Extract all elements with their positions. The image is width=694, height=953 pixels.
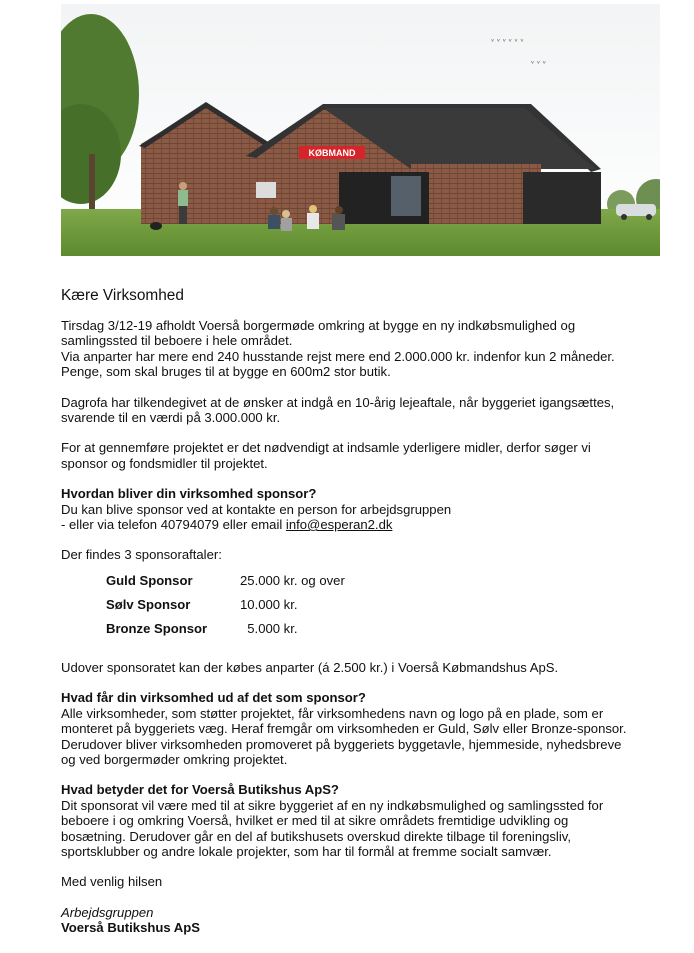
text-line: monteret på byggeriets væg. Heraf fremgår om virksomheden er Guld, Sølv eller Bronze-sponsor. <box>61 721 627 737</box>
sponsor-name: Bronze Sponsor <box>106 620 208 636</box>
text-line: samlingssted til beboere i hele området. <box>61 333 293 349</box>
letter-body <box>61 287 661 936</box>
sponsor-amount: 5.000 kr. <box>240 620 298 636</box>
text-line: Du kan blive sponsor ved at kontakte en person for arbejdsgruppen <box>61 501 452 517</box>
text-line: Penge, som skal bruges til at bygge en 600m2 stor butik. <box>61 364 391 380</box>
text-line: beboere i og omkring Voerså, hvilket er med til at sikre områdets fremtidige udvikling og <box>61 813 569 829</box>
meaning-heading: Hvad betyder det for Voerså Butikshus ApS? <box>61 782 339 798</box>
signature-company: Voerså Butikshus ApS <box>61 920 200 936</box>
meaning-section <box>61 782 661 859</box>
hero-rendering <box>61 4 660 256</box>
dagrofa-paragraph <box>61 395 661 426</box>
benefit-section <box>61 690 661 767</box>
sponsor-amount: 10.000 kr. <box>240 596 298 612</box>
text-line: Dit sponsorat vil være med til at sikre byggeriet af en ny indkøbsmulighed og samlingssted for <box>61 797 604 813</box>
text-line: Dagrofa har tilkendegivet at de ønsker at indgå en 10-årig lejeaftale, når byggeriet igangsættes, <box>61 394 615 410</box>
text-line: bosætning. Derudover går en del af butikshusets overskud direkte tilbage til foreningsliv, <box>61 828 571 844</box>
svg-text:ᵛ ᵛ ᵛ: ᵛ ᵛ ᵛ <box>531 59 547 68</box>
intro-paragraph <box>61 318 661 380</box>
text-line: Derudover bliver virksomheden promoveret på byggeriets byggetavle, hjemmeside, nyhedsbreve <box>61 736 622 752</box>
email-link[interactable]: info@esperan2.dk <box>285 517 393 533</box>
signature-block <box>61 905 661 936</box>
sponsor-row-gold <box>106 573 661 597</box>
text-line: svarende til en værdi på 3.000.000 kr. <box>61 410 281 426</box>
text-line: Tirsdag 3/12-19 afholdt Voerså borgermøde omkring at bygge en ny indkøbsmulighed og <box>61 318 576 333</box>
text-line: sponsor og fondsmidler til projektet. <box>61 455 268 471</box>
sponsor-amount: 25.000 kr. og over <box>240 572 345 588</box>
contact-line <box>61 517 661 532</box>
text-line: Via anparter har mere end 240 husstande rejst mere end 2.000.000 kr. indenfor kun 2 måneder. <box>61 348 615 364</box>
kobmand-sign: KØBMAND <box>308 148 356 158</box>
how-heading: Hvordan bliver din virksomhed sponsor? <box>61 486 317 502</box>
text-line: sportsklubber og andre lokale projekter, som har til formål at fremme socialt samvær. <box>61 843 552 859</box>
agreements-intro: Der findes 3 sponsoraftaler: <box>61 547 222 563</box>
building-illustration <box>61 4 660 256</box>
contact-prefix: - eller via telefon 40794079 eller email <box>61 517 286 533</box>
signature-group: Arbejdsgruppen <box>61 904 154 920</box>
sponsor-row-bronze <box>106 621 661 645</box>
closing: Med venlig hilsen <box>61 874 163 890</box>
text-line: For at gennemføre projektet er det nødvendigt at indsamle yderligere midler, derfor søger vi <box>61 440 591 456</box>
sponsor-name: Guld Sponsor <box>106 572 193 588</box>
text-line: og ved borgermøder omkring projektet. <box>61 751 288 767</box>
svg-text:ᵛ ᵛ ᵛ ᵛ ᵛ ᵛ: ᵛ ᵛ ᵛ ᵛ ᵛ ᵛ <box>491 37 524 46</box>
how-section <box>61 486 661 532</box>
benefit-heading: Hvad får din virksomhed ud af det som sponsor? <box>61 690 366 706</box>
funding-paragraph <box>61 440 661 471</box>
sponsor-row-silver <box>106 597 661 621</box>
text-line: Alle virksomheder, som støtter projektet, får virksomhedens navn og logo på en plade, som er <box>61 705 604 721</box>
shares-line: Udover sponsoratet kan der købes anparter (á 2.500 kr.) i Voerså Købmandshus ApS. <box>61 659 559 675</box>
sponsor-name: Sølv Sponsor <box>106 596 191 612</box>
sponsor-table <box>106 573 661 645</box>
greeting: Kære Virksomhed <box>61 287 184 304</box>
